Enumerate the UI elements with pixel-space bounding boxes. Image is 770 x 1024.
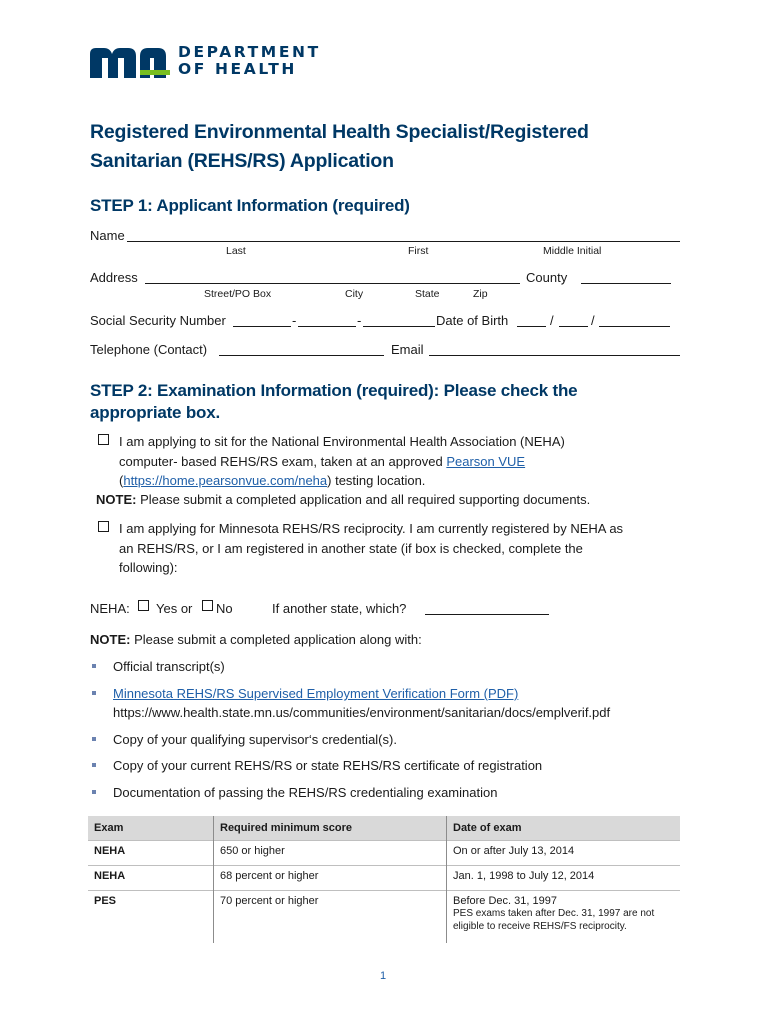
neha-exam-checkbox[interactable]	[98, 434, 109, 445]
page-number: 1	[380, 970, 387, 982]
cell-exam: PES	[88, 891, 214, 944]
cell-date: On or after July 13, 2014	[447, 841, 681, 866]
address-field[interactable]	[145, 283, 520, 284]
dob-slash2: /	[591, 313, 595, 328]
table-header-row	[88, 816, 680, 841]
bullet-supervisor-credential: Copy of your qualifying supervisor‘s credential(s).	[113, 732, 397, 747]
ssn-label: Social Security Number	[90, 313, 226, 328]
dob-day-field[interactable]	[559, 326, 588, 327]
logo-line2: OF HEALTH	[178, 60, 297, 78]
step2-heading	[90, 380, 577, 424]
title-line2: Sanitarian (REHS/RS) Application	[90, 150, 394, 172]
neha-yes-label: Yes or	[156, 601, 193, 616]
neha-label: NEHA:	[90, 601, 130, 616]
neha-no-label: No	[216, 601, 233, 616]
page-title	[90, 118, 690, 176]
cell-date-main: Before Dec. 31, 1997	[453, 895, 557, 907]
mdh-logo	[90, 44, 330, 80]
cell-date	[447, 891, 681, 944]
bullet-marker	[92, 763, 96, 767]
step1-heading: STEP 1: Applicant Information (required)	[90, 196, 410, 215]
logo-text	[178, 44, 321, 78]
name-field[interactable]	[127, 241, 680, 242]
county-label: County	[526, 270, 568, 285]
verification-form-url: https://www.health.state.mn.us/communities/environment/sanitarian/docs/emplverif.pdf	[113, 705, 611, 720]
neha-yes-checkbox[interactable]	[138, 600, 149, 611]
neha-no-checkbox[interactable]	[202, 600, 213, 611]
cell-exam: NEHA	[88, 841, 214, 866]
ssn-part1-field[interactable]	[233, 326, 291, 327]
opt1-line3-close: ) testing location.	[327, 473, 426, 488]
cell-exam: NEHA	[88, 866, 214, 891]
bullet-marker	[92, 664, 96, 668]
email-field[interactable]	[429, 355, 680, 356]
phone-field[interactable]	[219, 355, 384, 356]
address-sub-state: State	[415, 288, 440, 300]
note2-text: Please submit a completed application along with:	[130, 632, 422, 647]
note1-text: Please submit a completed application and all required supporting documents.	[136, 492, 591, 507]
table-row	[88, 866, 680, 891]
opt1-line3-open: (	[119, 473, 124, 488]
note2	[90, 631, 422, 648]
opt1-line3	[119, 472, 425, 489]
opt1-line1: I am applying to sit for the National Environmental Health Association (NEHA)	[119, 434, 565, 449]
ssn-part3-field[interactable]	[363, 326, 435, 327]
other-state-label: If another state, which?	[272, 601, 407, 616]
verification-form-link[interactable]: Minnesota REHS/RS Supervised Employment Verification Form (PDF)	[113, 686, 519, 701]
other-state-field[interactable]	[425, 614, 549, 615]
cell-score: 68 percent or higher	[214, 866, 447, 891]
opt1-line2	[119, 453, 525, 470]
name-sub-first: First	[408, 245, 429, 257]
ssn-dash1: -	[292, 313, 297, 328]
note1	[96, 491, 590, 508]
cell-date: Jan. 1, 1998 to July 12, 2014	[447, 866, 681, 891]
title-line1: Registered Environmental Health Specialist/Registered	[90, 121, 589, 143]
phone-label: Telephone (Contact)	[90, 342, 208, 357]
bullet-transcripts: Official transcript(s)	[113, 659, 225, 674]
header-date: Date of exam	[447, 816, 681, 841]
dob-year-field[interactable]	[599, 326, 670, 327]
dob-label: Date of Birth	[436, 313, 509, 328]
table-row	[88, 841, 680, 866]
header-score: Required minimum score	[214, 816, 447, 841]
logo-line1: DEPARTMENT	[178, 43, 321, 61]
note1-label: NOTE:	[96, 492, 137, 507]
dob-month-field[interactable]	[517, 326, 546, 327]
address-sub-zip: Zip	[473, 288, 488, 300]
note2-label: NOTE:	[90, 632, 131, 647]
pearson-vue-link[interactable]: Pearson VUE	[446, 454, 526, 469]
pearson-url-link[interactable]: https://home.pearsonvue.com/neha	[123, 473, 328, 488]
exam-score-table	[88, 816, 680, 943]
header-exam: Exam	[88, 816, 214, 841]
ssn-dash2: -	[357, 313, 362, 328]
bullet-certificate: Copy of your current REHS/RS or state REHS/RS certificate of registration	[113, 758, 543, 773]
address-sub-street: Street/PO Box	[204, 288, 272, 300]
email-label: Email	[391, 342, 424, 357]
address-label: Address	[90, 270, 138, 285]
mn-logo-icon	[90, 44, 170, 78]
bullet-marker	[92, 691, 96, 695]
table-row	[88, 891, 680, 944]
bullet-marker	[92, 790, 96, 794]
name-sub-last: Last	[226, 245, 246, 257]
cell-score: 650 or higher	[214, 841, 447, 866]
cell-score: 70 percent or higher	[214, 891, 447, 944]
opt2-line3: following):	[119, 560, 178, 575]
bullet-marker	[92, 737, 96, 741]
opt2-line2: an REHS/RS, or I am registered in another state (if box is checked, complete the	[119, 541, 583, 556]
opt2-line1: I am applying for Minnesota REHS/RS reciprocity. I am currently registered by NEHA as	[119, 521, 624, 536]
ssn-part2-field[interactable]	[298, 326, 356, 327]
county-field[interactable]	[581, 283, 671, 284]
name-sub-middle: Middle Initial	[543, 245, 602, 257]
opt1-line2-text: computer- based REHS/RS exam, taken at an approved	[119, 454, 447, 469]
name-label: Name	[90, 228, 125, 243]
step2-heading-line1: STEP 2: Examination Information (required): Please check the	[90, 381, 578, 400]
step2-heading-line2: appropriate box.	[90, 403, 220, 422]
address-sub-city: City	[345, 288, 364, 300]
cell-date-note-line2: eligible to receive REHS/FS reciprocity.	[453, 921, 627, 932]
cell-date-note-line1: PES exams taken after Dec. 31, 1997 are not	[453, 908, 655, 919]
dob-slash1: /	[550, 313, 554, 328]
bullet-exam-documentation: Documentation of passing the REHS/RS credentialing examination	[113, 785, 498, 800]
reciprocity-checkbox[interactable]	[98, 521, 109, 532]
